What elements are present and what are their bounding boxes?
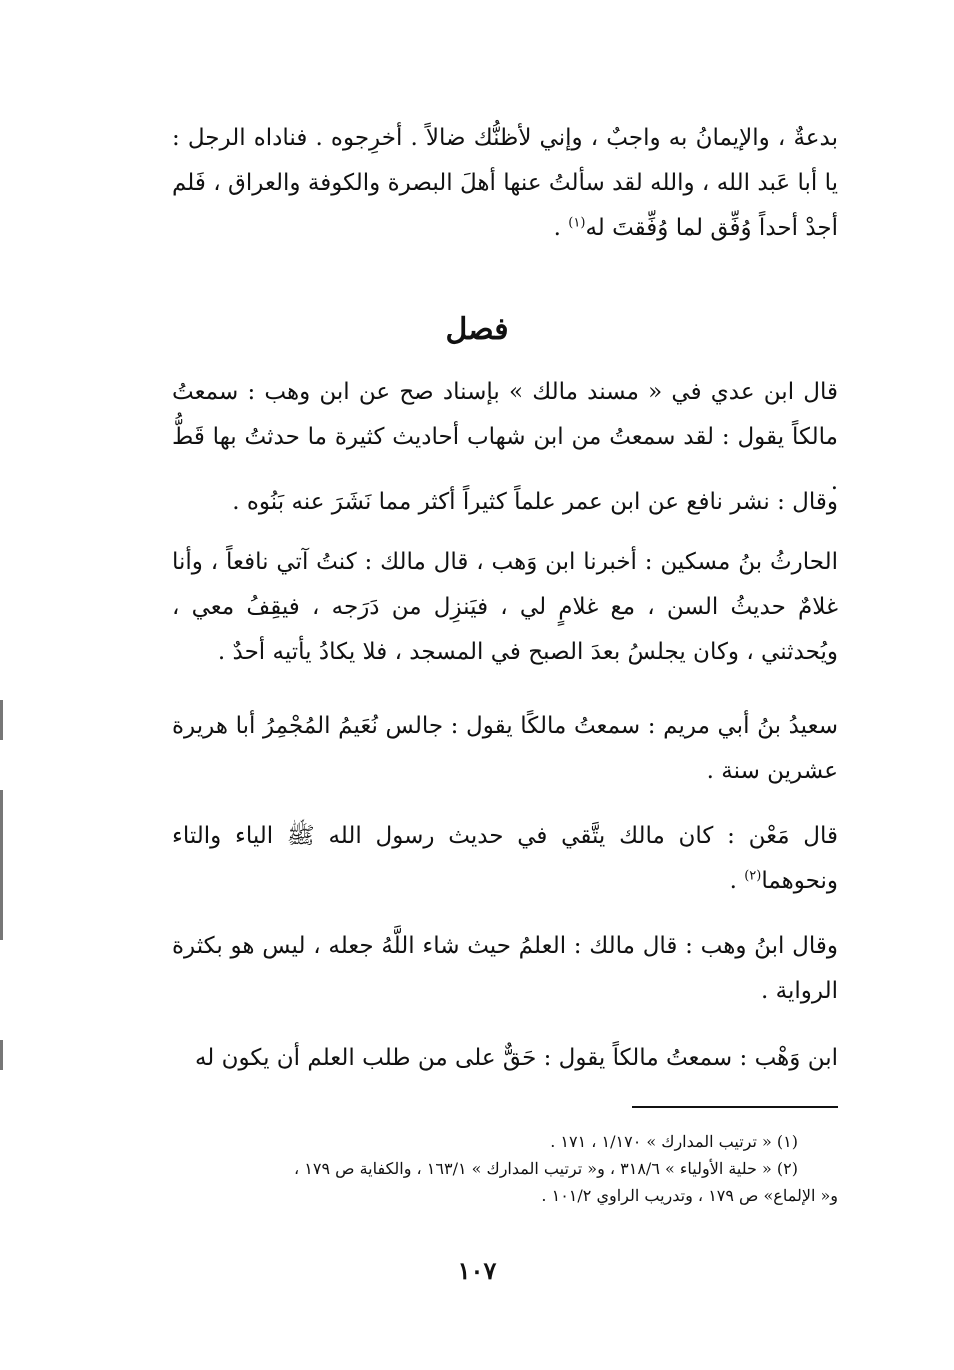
paragraph-2: قال ابن عدي في « مسند مالك » بإسناد صح عن ابن وهب : سمعتُ مالكاً يقول : لقد سمعتُ من ابن شهاب أحاديث كثيرة ما حدثتُ بها قَطُّ . (172, 379, 838, 495)
paragraph-3: وقال : نشر نافع عن ابن عمر علماً كثيراً أكثر مما نَشَرَ عنه بَنُوه . (232, 489, 838, 515)
footnote-ref-1: (١) (568, 215, 586, 231)
paragraph-1-end: . (553, 215, 569, 241)
scan-edge-mark (0, 1040, 3, 1070)
paragraph-1-text: بدعةٌ ، والإيمانُ به واجبٌ ، وإني لأظنُّك ضالاً . أخرِجوه . فناداه الرجل : يا أبا عَبد الله ، والله لقد سألتُ عنها أهلَ البصرة والكوفة والعراق ، فَلم أجدْ أحداً وُفِّق لما وُفِّقتَ له (172, 125, 838, 241)
paragraph-6 (172, 814, 838, 904)
paragraph-7: وقال ابنُ وهب : قال مالك : العلمُ حيث شاء اللَّهُ جعله ، ليس هو بكثرة الرواية . (172, 933, 838, 1004)
scan-edge-mark (0, 700, 3, 740)
paragraph-6-end: . (729, 868, 745, 894)
paragraph-8: ابن وَهْب : سمعتُ مالكاً يقول : حَقٌّ على من طلب العلم أن يكون له (194, 1045, 838, 1071)
footnotes (172, 1128, 838, 1209)
footnote-divider (632, 1106, 838, 1108)
section-heading: فصل (445, 312, 509, 347)
paragraph-1 (172, 116, 838, 251)
paragraph-6-text: قال مَعْن : كان مالك يتَّقي في حديث رسول الله ﷺ الياء والتاء ونحوهما (172, 823, 838, 894)
page-number: ١٠٧ (457, 1256, 497, 1285)
footnote-2-line-1: (٢) « حلية الأولياء » ٣١٨/٦ ، و« ترتيب المدارك » ١٦٣/١ ، والكفاية ص ١٧٩ ، (294, 1159, 798, 1178)
scan-edge-mark (0, 790, 3, 940)
footnote-ref-2: (٢) (744, 868, 762, 884)
footnote-1: (١) « ترتيب المدارك » ١/١٧٠ ، ١٧١ . (550, 1132, 798, 1151)
paragraph-5: سعيدُ بنُ أبي مريم : سمعتُ مالكًا يقول : جالس نُعَيمُ المُجْمِرُ أبا هريرة عشرين سنة . (172, 713, 838, 784)
paragraph-4: الحارثُ بنُ مسكين : أخبرنا ابن وَهب ، قال مالك : كنتُ آتي نافعاً ، وأنا غلامٌ حديثُ السن ، مع غلامٍ لي ، فيَنزِل من دَرَجه ، فيقِفُ معي ، ويُحدثني ، وكان يجلسُ بعدَ الصبح في المسجد ، فلا يكادُ يأتيه أحدٌ . (172, 549, 838, 665)
footnote-2-line-2: و« الإلماع» ص ١٧٩ ، وتدريب الراوي ١٠١/٢ . (541, 1186, 838, 1205)
